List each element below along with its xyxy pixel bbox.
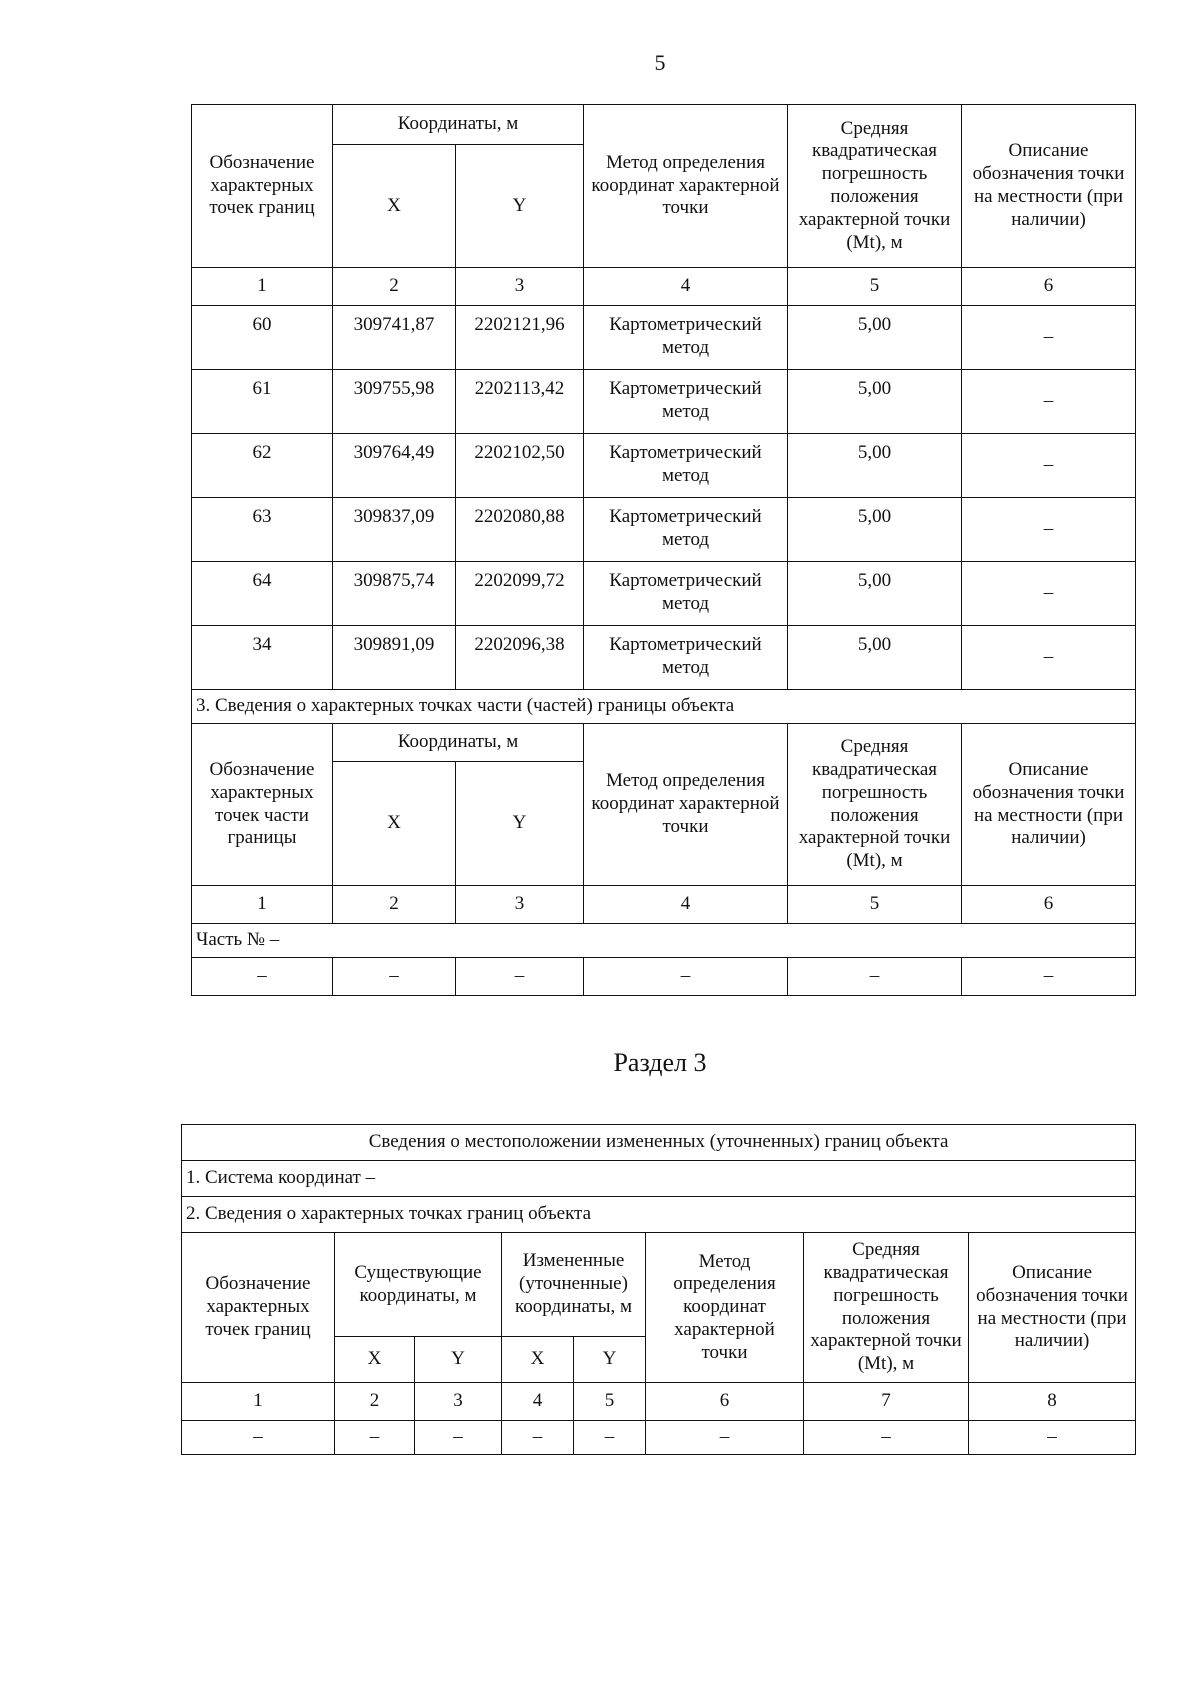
header-description: Описание обозначения точки на местности (при наличии) [962,724,1136,886]
empty-cell: – [646,1421,804,1455]
column-numbers-row [182,1383,1136,1421]
empty-cell: – [502,1421,574,1455]
header-existing-y: Y [415,1337,502,1383]
point-y: 2202080,88 [456,498,584,562]
point-error: 5,00 [788,370,962,434]
header-coordinates: Координаты, м [333,105,584,145]
col-number: 1 [182,1383,335,1421]
table-row [192,562,1136,626]
point-error: 5,00 [788,434,962,498]
point-error: 5,00 [788,626,962,690]
col-number: 4 [584,268,788,306]
table-row [192,306,1136,370]
header-coordinates: Координаты, м [333,724,584,762]
header-method: Метод определения координат характерной точки [646,1233,804,1383]
table-row [192,498,1136,562]
point-id: 62 [192,434,333,498]
coordinate-system: 1. Система координат – [182,1161,1136,1197]
empty-cell: – [415,1421,502,1455]
point-method: Картометрический метод [584,562,788,626]
point-x: 309891,09 [333,626,456,690]
point-x: 309837,09 [333,498,456,562]
col-number: 3 [415,1383,502,1421]
table-row [192,626,1136,690]
point-method: Картометрический метод [584,498,788,562]
part-number-label: Часть № – [192,924,1136,958]
column-numbers-row [192,268,1136,306]
header-method: Метод определения координат характерной точки [584,105,788,268]
changed-boundaries-table [181,1124,1136,1455]
boundary-points-table [191,104,1136,996]
table-row [192,958,1136,996]
point-y: 2202096,38 [456,626,584,690]
header-description: Описание обозначения точки на местности (при наличии) [962,105,1136,268]
header-existing-x: X [335,1337,415,1383]
col-number: 3 [456,268,584,306]
empty-cell: – [788,958,962,996]
point-description: – [962,434,1136,498]
col-number: 6 [962,268,1136,306]
col-number: 3 [456,886,584,924]
point-id: 63 [192,498,333,562]
empty-cell: – [192,958,333,996]
changed-boundaries-title: Сведения о местоположении измененных (уточненных) границ объекта [182,1125,1136,1161]
col-number: 5 [788,268,962,306]
empty-cell: – [182,1421,335,1455]
col-number: 2 [333,268,456,306]
header-changed-coordinates: Измененные (уточненные) координаты, м [502,1233,646,1337]
header-changed-y: Y [574,1337,646,1383]
point-id: 61 [192,370,333,434]
header-error: Средняя квадратическая погрешность положения характерной точки (Mt), м [788,105,962,268]
point-y: 2202121,96 [456,306,584,370]
point-description: – [962,306,1136,370]
point-error: 5,00 [788,306,962,370]
header-x: X [333,145,456,268]
point-description: – [962,498,1136,562]
empty-cell: – [574,1421,646,1455]
col-number: 7 [804,1383,969,1421]
point-method: Картометрический метод [584,626,788,690]
point-x: 309755,98 [333,370,456,434]
col-number: 6 [962,886,1136,924]
header-error: Средняя квадратическая погрешность положения характерной точки (Mt), м [804,1233,969,1383]
col-number: 4 [584,886,788,924]
header-x: X [333,762,456,886]
point-y: 2202113,42 [456,370,584,434]
point-x: 309764,49 [333,434,456,498]
col-number: 1 [192,268,333,306]
point-y: 2202102,50 [456,434,584,498]
empty-cell: – [456,958,584,996]
point-id: 64 [192,562,333,626]
empty-cell: – [969,1421,1136,1455]
point-error: 5,00 [788,562,962,626]
table-row [182,1421,1136,1455]
point-method: Картометрический метод [584,370,788,434]
empty-cell: – [804,1421,969,1455]
point-description: – [962,370,1136,434]
point-y: 2202099,72 [456,562,584,626]
empty-cell: – [962,958,1136,996]
point-id: 34 [192,626,333,690]
point-x: 309741,87 [333,306,456,370]
part-points-section-title: 3. Сведения о характерных точках части (частей) границы объекта [192,690,1136,724]
empty-cell: – [333,958,456,996]
col-number: 6 [646,1383,804,1421]
point-description: – [962,562,1136,626]
col-number: 5 [788,886,962,924]
table-row [192,434,1136,498]
point-description: – [962,626,1136,690]
col-number: 2 [333,886,456,924]
col-number: 8 [969,1383,1136,1421]
section-title: Раздел 3 [613,1048,707,1077]
header-point-designation: Обозначение характерных точек границ [192,105,333,268]
column-numbers-row [192,886,1136,924]
col-number: 1 [192,886,333,924]
header-existing-coordinates: Существующие координаты, м [335,1233,502,1337]
point-error: 5,00 [788,498,962,562]
page-number: 5 [654,50,666,75]
header-error: Средняя квадратическая погрешность положения характерной точки (Mt), м [788,724,962,886]
header-point-designation: Обозначение характерных точек границ [182,1233,335,1383]
point-method: Картометрический метод [584,434,788,498]
col-number: 4 [502,1383,574,1421]
point-x: 309875,74 [333,562,456,626]
header-changed-x: X [502,1337,574,1383]
empty-cell: – [335,1421,415,1455]
header-part-point-designation: Обозначение характерных точек части границы [192,724,333,886]
table-row [192,370,1136,434]
points-section-title: 2. Сведения о характерных точках границ объекта [182,1197,1136,1233]
col-number: 2 [335,1383,415,1421]
empty-cell: – [584,958,788,996]
header-method: Метод определения координат характерной точки [584,724,788,886]
header-description: Описание обозначения точки на местности (при наличии) [969,1233,1136,1383]
header-y: Y [456,145,584,268]
header-y: Y [456,762,584,886]
point-method: Картометрический метод [584,306,788,370]
col-number: 5 [574,1383,646,1421]
point-id: 60 [192,306,333,370]
